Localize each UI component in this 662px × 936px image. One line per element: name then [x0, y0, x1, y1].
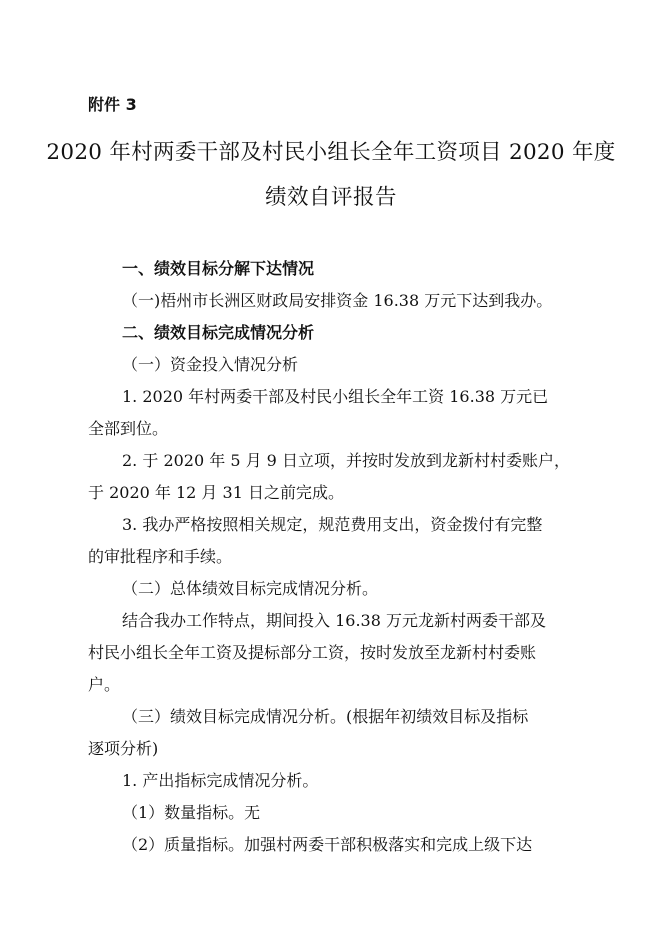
subsection-heading: （一）资金投入情况分析	[122, 355, 299, 374]
paragraph-line: 1. 产出指标完成情况分析。	[122, 771, 319, 790]
attachment-label: 附件 3	[88, 95, 137, 114]
paragraph-line: （2）质量指标。加强村两委干部积极落实和完成上级下达	[122, 835, 533, 854]
paragraph-line: 结合我办工作特点，期间投入 16.38 万元龙新村两委干部及	[122, 611, 546, 630]
paragraph-line: 户。	[88, 675, 121, 694]
paragraph-line: 全部到位。	[88, 419, 169, 438]
section-heading-2: 二、绩效目标完成情况分析	[122, 323, 315, 342]
paragraph-line: 村民小组长全年工资及提标部分工资，按时发放至龙新村村委账	[88, 643, 537, 662]
section-heading-1: 一、绩效目标分解下达情况	[122, 259, 315, 278]
paragraph-line: （1）数量指标。无	[122, 803, 261, 822]
paragraph-line: 3. 我办严格按照相关规定，规范费用支出，资金拨付有完整	[122, 515, 543, 534]
paragraph-line: 2. 于 2020 年 5 月 9 日立项，并按时发放到龙新村村委账户，	[122, 451, 570, 470]
paragraph-line: 的审批程序和手续。	[88, 547, 233, 566]
report-title-line-2: 绩效自评报告	[264, 185, 397, 210]
paragraph-line: 于 2020 年 12 月 31 日之前完成。	[88, 483, 344, 502]
subsection-heading: （二）总体绩效目标完成情况分析。	[122, 579, 379, 598]
paragraph-line: 1. 2020 年村两委干部及村民小组长全年工资 16.38 万元已	[122, 387, 549, 406]
paragraph-line: （一)梧州市长洲区财政局安排资金 16.38 万元下达到我办。	[122, 291, 553, 310]
paragraph-line: 逐项分析)	[88, 739, 159, 758]
report-title-line-1: 2020 年村两委干部及村民小组长全年工资项目 2020 年度	[46, 140, 616, 165]
subsection-heading: （三）绩效目标完成情况分析。(根据年初绩效目标及指标	[122, 707, 529, 726]
